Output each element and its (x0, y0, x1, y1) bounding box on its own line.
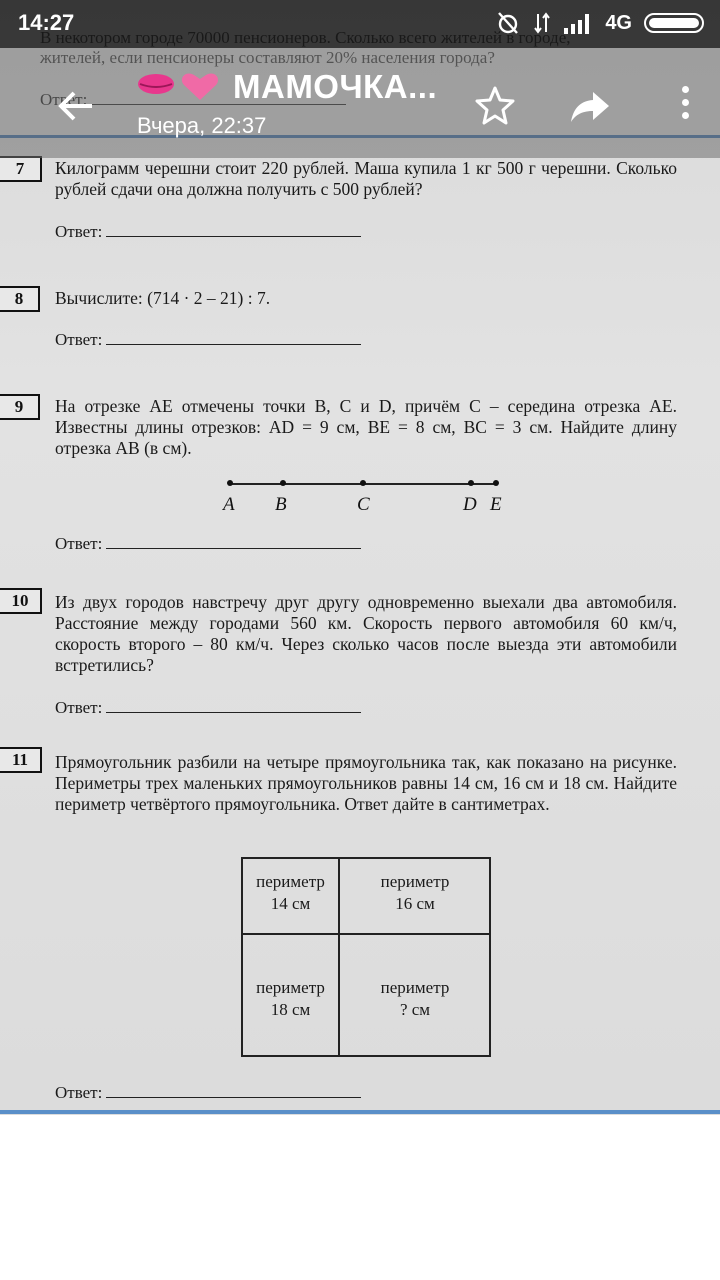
answer-line (106, 534, 361, 549)
problem-number: 11 (0, 747, 42, 773)
cell-label: периметр (380, 872, 450, 891)
point-C (360, 480, 366, 486)
app-toolbar (0, 48, 720, 158)
cell-label: периметр (256, 978, 325, 997)
more-vert-icon[interactable] (682, 86, 692, 126)
alarm-off-icon (495, 10, 521, 36)
label-E: E (490, 494, 502, 515)
data-arrows-icon (533, 11, 551, 35)
answer-label: Ответ: (55, 1083, 103, 1102)
answer-line (106, 330, 361, 345)
chat-timestamp: Вчера, 22:37 (137, 113, 267, 138)
star-icon[interactable] (470, 80, 520, 130)
problem-text: На отрезке AE отмечены точки B, C и D, причём C – середина отрезка AE. Известны длины отрезков: AD = 9 см, BE = 8 см, BC = 3 см. Найдите длину отрезка AB (в см). (55, 396, 677, 458)
answer-label: Ответ: (55, 222, 103, 241)
rect-cell-top-right (340, 871, 490, 915)
problem-number: 10 (0, 588, 42, 614)
share-icon[interactable] (565, 80, 615, 130)
network-type: 4G (605, 11, 632, 34)
cell-value: ? см (399, 1000, 431, 1019)
heart-emoji-icon (182, 73, 218, 100)
answer-label: Ответ: (55, 534, 103, 553)
problem-answer (55, 534, 361, 554)
lips-heart-emoji-icon (134, 66, 224, 106)
status-time: 14:27 (18, 10, 75, 35)
rect-cell-bottom-right (340, 977, 490, 1021)
point-D (468, 480, 474, 486)
problem-answer (55, 330, 361, 350)
problem-answer (55, 222, 361, 242)
segment-figure (225, 470, 505, 520)
signal-icon (563, 12, 593, 34)
problem-number: 8 (0, 286, 40, 312)
answer-label: Ответ: (55, 698, 103, 717)
label-A: A (223, 494, 235, 515)
rect-cell-bottom-left (243, 977, 338, 1021)
label-C: C (357, 494, 370, 515)
problem-text: Килограмм черешни стоит 220 рублей. Маша купила 1 кг 500 г черешни. Сколько рублей сдачи она должна получить с 500 рублей? (55, 158, 677, 199)
problem-answer (55, 1083, 361, 1103)
divider (0, 1110, 720, 1114)
rectangle-figure (241, 857, 491, 1057)
cell-label: периметр (256, 872, 325, 891)
rect-cell-top-left (243, 871, 338, 915)
status-icons (495, 10, 704, 36)
problem-text: Прямоугольник разбили на четыре прямоугольника так, как показано на рисунке. Периметры трех маленьких прямоугольников равны 14 см, 16 см и 18 см. Найдите периметр четвёртого прямоугольника. Ответ дайте в сантиметрах. (55, 752, 677, 814)
point-A (227, 480, 233, 486)
back-arrow-icon[interactable] (52, 82, 100, 130)
answer-line (106, 698, 361, 713)
status-bar (0, 0, 720, 48)
cell-value: 16 см (395, 894, 435, 913)
lips-emoji-icon (138, 74, 174, 94)
point-B (280, 480, 286, 486)
problem-number: 9 (0, 394, 40, 420)
label-B: B (275, 494, 287, 515)
rect-divider-horizontal (243, 933, 489, 935)
problem-number: 7 (0, 156, 42, 182)
chat-title[interactable]: МАМОЧКА... (233, 68, 438, 105)
battery-icon (644, 13, 704, 33)
cell-value: 14 см (270, 894, 311, 913)
answer-label: Ответ: (55, 330, 103, 349)
label-D: D (463, 494, 477, 515)
problem-text: Вычислите: (714 · 2 – 21) : 7. (55, 288, 271, 308)
cell-value: 18 см (270, 1000, 311, 1019)
cell-label: периметр (380, 978, 450, 997)
problem-text: Из двух городов навстречу друг другу одновременно выехали два автомобиля. Расстояние между городами 560 км. Скорость первого автомобиля 60 км/ч, скорость второго – 80 км/ч. Через сколько часов после выезда эти автомобили встретились? (55, 592, 677, 675)
answer-line (106, 222, 361, 237)
point-E (493, 480, 499, 486)
answer-line (106, 1083, 361, 1098)
problem-answer (55, 698, 361, 718)
